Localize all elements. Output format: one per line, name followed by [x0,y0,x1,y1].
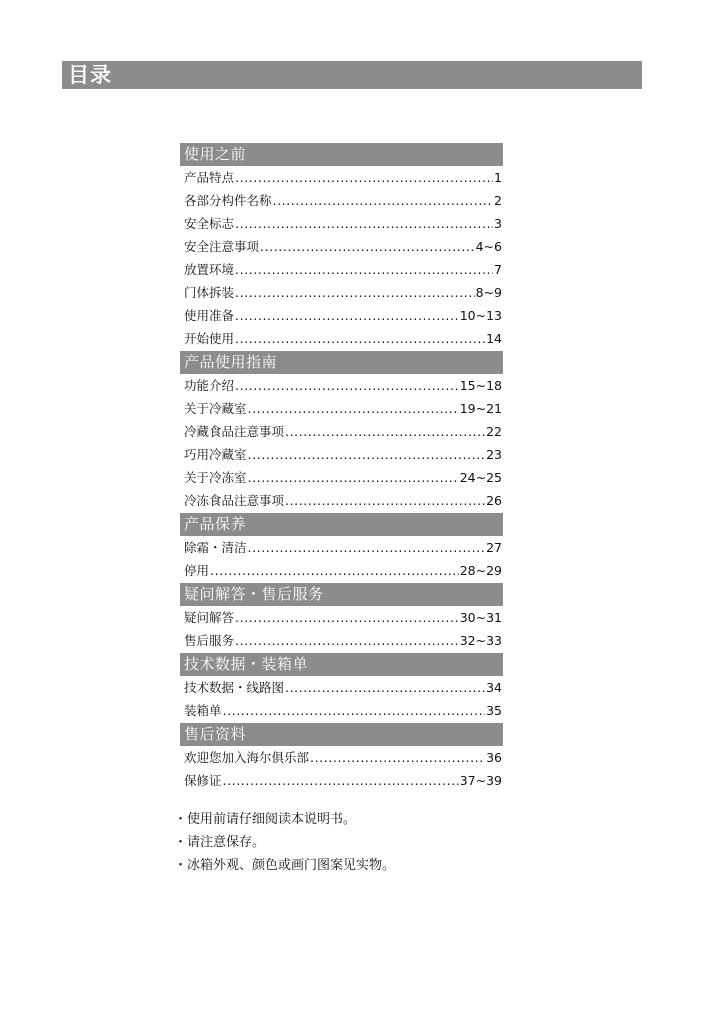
toc-entry-page: 23 [486,447,502,462]
section-heading: 使用之前 [180,143,503,166]
toc-entry-page: 4~6 [475,239,502,254]
section-heading: 疑问解答・售后服务 [180,583,503,606]
toc-entry-label: 停用 [184,563,210,578]
toc-entry-label: 功能介绍 [184,378,235,393]
section-heading: 产品使用指南 [180,351,503,374]
toc-entry-page: 15~18 [459,378,502,393]
note-item: ・使用前请仔细阅读本说明书。 [174,812,357,827]
dot-leader [248,397,459,420]
toc-entry[interactable] [180,536,503,559]
dot-leader [223,769,459,792]
page-title: 目录 [62,61,642,89]
dot-leader [260,235,475,258]
toc-entry[interactable] [180,699,503,722]
dot-leader [248,443,486,466]
dot-leader [285,420,485,443]
toc-entry[interactable] [180,746,503,769]
toc-entry-page: 8~9 [475,285,502,300]
toc-entry-page: 34 [486,680,502,695]
toc-entry[interactable] [180,304,503,327]
dot-leader [235,304,459,327]
toc-entry-label: 各部分构件名称 [184,193,272,208]
dot-leader [235,374,459,397]
note-item: ・冰箱外观、颜色或画门图案见实物。 [174,858,396,873]
toc-entry[interactable] [180,235,503,258]
toc-entry-page: 28~29 [459,563,502,578]
toc-entry[interactable] [180,443,503,466]
section-heading: 售后资料 [180,723,503,746]
toc-entry-page: 24~25 [459,470,502,485]
toc-entry-page: 19~21 [459,401,502,416]
toc-entry-label: 技术数据・线路图 [184,680,285,695]
dot-leader [235,258,493,281]
toc-entry[interactable] [180,559,503,582]
toc-entry[interactable] [180,466,503,489]
toc-entry[interactable] [180,189,503,212]
toc-entry-label: 售后服务 [184,633,235,648]
dot-leader [248,536,486,559]
toc-entry-label: 关于冷藏室 [184,401,247,416]
toc-entry-page: 27 [486,540,502,555]
dot-leader [248,466,459,489]
toc-entry-label: 放置环境 [184,262,235,277]
section-heading: 产品保养 [180,513,503,536]
toc-entry-label: 保修证 [184,773,222,788]
toc-entry[interactable] [180,489,503,512]
toc-entry-page: 3 [494,216,502,231]
toc-entry-page: 2 [494,193,502,208]
toc-entry[interactable] [180,166,503,189]
dot-leader [285,676,485,699]
toc-entry-page: 35 [486,703,502,718]
toc-entry-page: 7 [494,262,502,277]
notes-list [174,808,395,877]
toc-entry-label: 关于冷冻室 [184,470,247,485]
toc-entry-label: 巧用冷藏室 [184,447,247,462]
toc-entry-page: 26 [486,493,502,508]
toc-entry-page: 22 [486,424,502,439]
toc-entry[interactable] [180,397,503,420]
dot-leader [223,699,486,722]
toc-entry[interactable] [180,258,503,281]
toc-entry[interactable] [180,420,503,443]
dot-leader [235,212,493,235]
toc-entry-page: 36 [486,750,502,765]
dot-leader [235,327,485,350]
note-item: ・请注意保存。 [174,835,266,850]
toc-entry[interactable] [180,327,503,350]
toc-entry-page: 30~31 [459,610,502,625]
toc-entry-label: 门体拆装 [184,285,235,300]
dot-leader [310,746,485,769]
toc-entry-page: 10~13 [459,308,502,323]
toc-entry-label: 产品特点 [184,170,235,185]
toc-entry[interactable] [180,212,503,235]
dot-leader [235,166,493,189]
toc-entry-label: 安全注意事项 [184,239,260,254]
toc-entry-page: 32~33 [459,633,502,648]
toc-entry-label: 装箱单 [184,703,222,718]
toc-entry-label: 冷冻食品注意事项 [184,493,285,508]
dot-leader [235,281,475,304]
toc-entry[interactable] [180,606,503,629]
toc-entry[interactable] [180,281,503,304]
toc-entry-page: 1 [494,170,502,185]
toc-entry-page: 37~39 [459,773,502,788]
dot-leader [235,606,459,629]
dot-leader [285,489,485,512]
section-heading: 技术数据・装箱单 [180,653,503,676]
toc-entry[interactable] [180,374,503,397]
toc-entry-label: 使用准备 [184,308,235,323]
toc-entry-page: 14 [486,331,502,346]
toc-entry[interactable] [180,769,503,792]
toc-entry-label: 疑问解答 [184,610,235,625]
toc-entry-label: 除霜・清洁 [184,540,247,555]
toc-entry[interactable] [180,629,503,652]
toc-entry[interactable] [180,676,503,699]
dot-leader [210,559,459,582]
dot-leader [273,189,494,212]
dot-leader [235,629,459,652]
table-of-contents [180,142,503,792]
toc-entry-label: 安全标志 [184,216,235,231]
toc-entry-label: 冷藏食品注意事项 [184,424,285,439]
toc-entry-label: 欢迎您加入海尔俱乐部 [184,750,310,765]
toc-entry-label: 开始使用 [184,331,235,346]
